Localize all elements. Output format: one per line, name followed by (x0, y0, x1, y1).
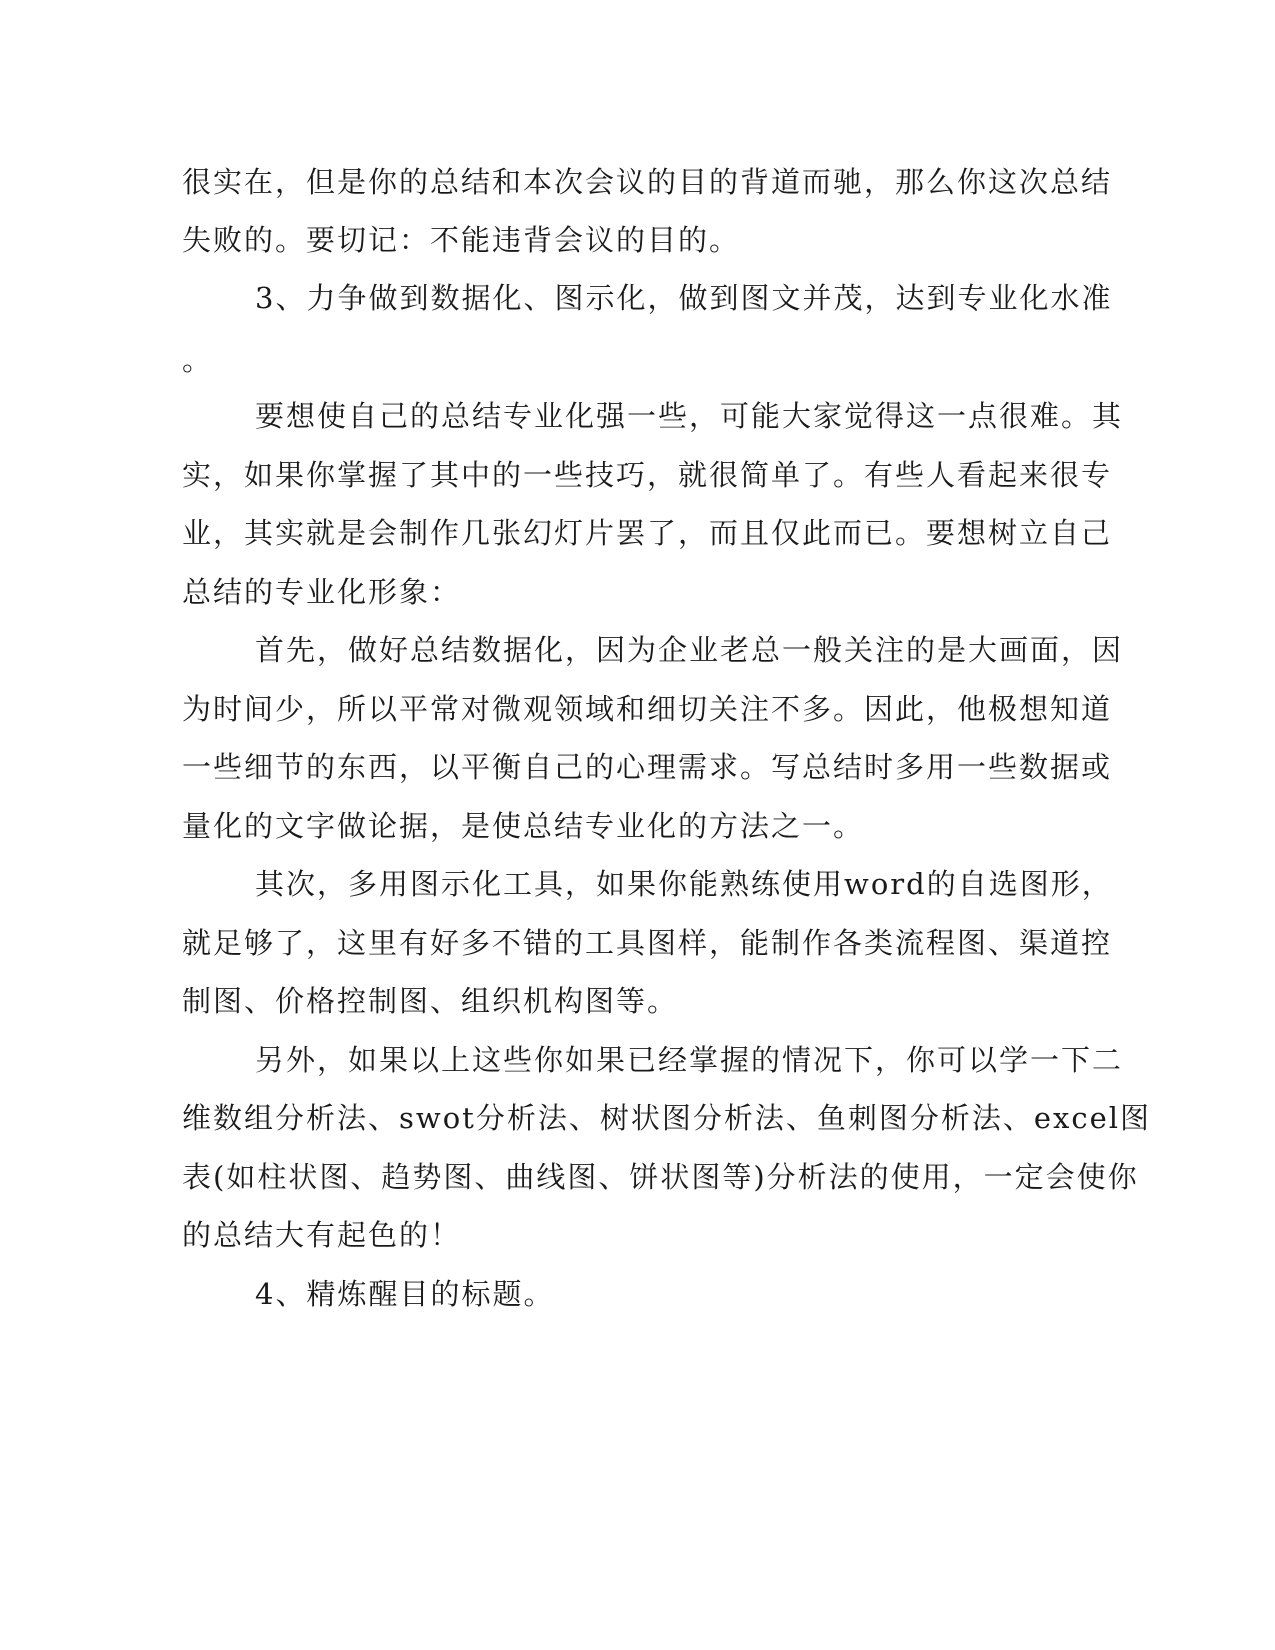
body-line-4: 。 (182, 343, 214, 377)
body-line-2: 失败的。要切记：不能违背会议的目的。 (182, 223, 741, 257)
heading-item-3: 3、力争做到数据化、图示化，做到图文并茂，达到专业化水准 (255, 281, 1113, 315)
body-line-12: 量化的文字做论据，是使总结专业化的方法之一。 (182, 809, 865, 843)
body-line-11: 一些细节的东西，以平衡自己的心理需求。写总结时多用一些数据或 (182, 750, 1113, 784)
body-line-19: 的总结大有起色的！ (182, 1218, 462, 1252)
body-line-10: 为时间少，所以平常对微观领域和细切关注不多。因此，他极想知道 (182, 692, 1113, 726)
body-line-15: 制图、价格控制图、组织机构图等。 (182, 984, 679, 1018)
paragraph-start-3: 其次，多用图示化工具，如果你能熟练使用word的自选图形， (255, 867, 1113, 901)
body-line-7: 业，其实就是会制作几张幻灯片罢了，而且仅此而已。要想树立自己 (182, 516, 1113, 550)
body-line-18: 表(如柱状图、趋势图、曲线图、饼状图等)分析法的使用，一定会使你 (182, 1160, 1139, 1194)
paragraph-start-2: 首先，做好总结数据化，因为企业老总一般关注的是大画面，因 (255, 633, 1124, 667)
body-line-17: 维数组分析法、swot分析法、树状图分析法、鱼刺图分析法、excel图 (182, 1101, 1152, 1135)
body-line-14: 就足够了，这里有好多不错的工具图样，能制作各类流程图、渠道控 (182, 926, 1113, 960)
paragraph-start-4: 另外，如果以上这些你如果已经掌握的情况下，你可以学一下二 (255, 1043, 1124, 1077)
body-line-6: 实，如果你掌握了其中的一些技巧，就很简单了。有些人看起来很专 (182, 458, 1113, 492)
body-line-8: 总结的专业化形象： (182, 575, 462, 609)
paragraph-start-1: 要想使自己的总结专业化强一些，可能大家觉得这一点很难。其 (255, 399, 1124, 433)
heading-item-4: 4、精炼醒目的标题。 (255, 1277, 555, 1311)
body-line-1: 很实在，但是你的总结和本次会议的目的背道而驰，那么你这次总结 (182, 165, 1113, 199)
